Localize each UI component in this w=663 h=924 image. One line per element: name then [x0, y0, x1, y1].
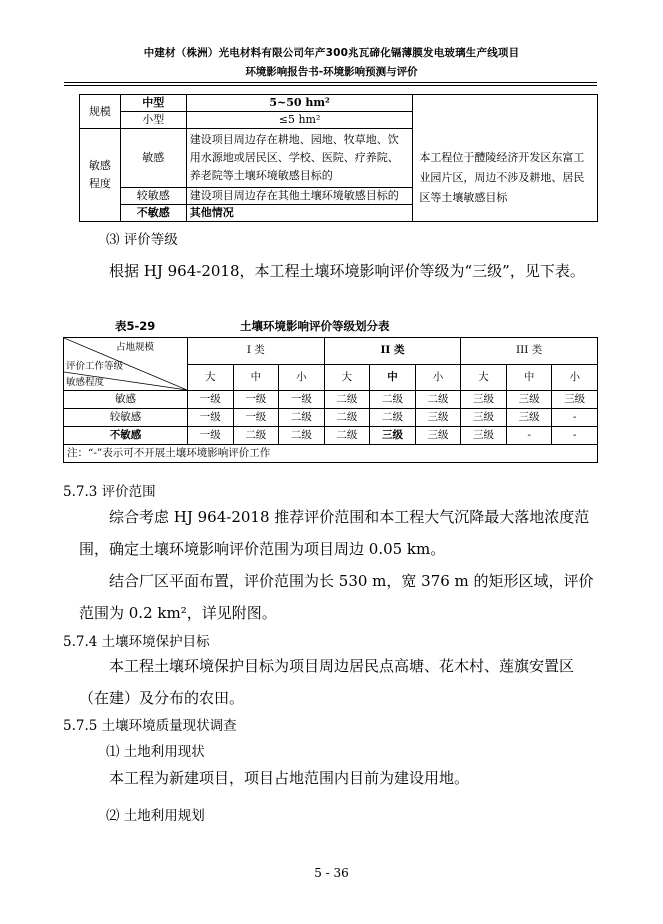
- project-note: 本工程位于醴陵经济开发区东富工业园片区，周边不涉及耕地、居民区等土壤敏感目标: [413, 95, 598, 222]
- grade-cell: 三级: [461, 391, 507, 409]
- para-range-basis: 综合考虑 HJ 964-2018 推荐评价范围和本工程大气沉降最大落地浓度范围，确定土壤环境影响评价范围为项目周边 0.05 km。: [79, 508, 590, 558]
- grade-cell: 一级: [233, 391, 279, 409]
- item3-title: ⑶ 评价等级: [106, 232, 178, 248]
- grade-cell: -: [506, 427, 552, 445]
- grade-cell: 二级: [279, 409, 325, 427]
- diagonal-header: [64, 338, 188, 391]
- grade-cell: 三级: [415, 409, 461, 427]
- sens-label: 敏感程度: [80, 129, 121, 222]
- para-grade: 根据 HJ 964-2018，本工程土壤环境影响评价等级为“三级”，见下表。: [109, 262, 585, 280]
- section-575: 5.7.5 土壤环境质量现状调查: [63, 718, 237, 734]
- diag-mid-label: 评价工作等级: [66, 361, 124, 372]
- sens-level: 不敏感: [120, 205, 186, 222]
- table-row: [64, 427, 598, 445]
- sens-desc: 其他情况: [186, 205, 413, 222]
- class-header: I 类: [188, 338, 325, 365]
- section-573: 5.7.3 评价范围: [63, 484, 156, 500]
- grade-cell: -: [552, 409, 598, 427]
- sens-desc: 建设项目周边存在耕地、园地、牧草地、饮用水源地或居民区、学校、医院、疗养院、养老院等土壤环境敏感目标的: [186, 129, 413, 188]
- grade-cell: 三级: [552, 391, 598, 409]
- row-label: 敏感: [64, 391, 188, 409]
- para-range-area: 结合厂区平面布置，评价范围为长 530 m，宽 376 m 的矩形区域，评价范围为 0.2 km²，详见附图。: [79, 572, 594, 622]
- grade-cell: 二级: [279, 427, 325, 445]
- grade-cell: 二级: [324, 409, 370, 427]
- header-rule: [64, 82, 597, 83]
- grade-cell: 二级: [370, 391, 416, 409]
- grade-cell: 一级: [188, 391, 234, 409]
- table-row: [64, 409, 598, 427]
- caption-number: 表5-29: [115, 319, 156, 333]
- grade-cell: 一级: [233, 409, 279, 427]
- table-row: [64, 391, 598, 409]
- size-header: 小: [552, 364, 598, 391]
- grade-cell: 二级: [324, 391, 370, 409]
- size-header: 小: [415, 364, 461, 391]
- grade-cell: 一级: [188, 409, 234, 427]
- grade-cell: 二级: [370, 409, 416, 427]
- sens-level: 较敏感: [120, 188, 186, 205]
- scale-label: 规模: [80, 95, 121, 129]
- header-title: 中建材（株洲）光电材料有限公司年产300兆瓦碲化镉薄膜发电玻璃生产线项目: [143, 47, 520, 59]
- size-header: 大: [461, 364, 507, 391]
- grade-cell: 三级: [461, 427, 507, 445]
- size-header: 大: [324, 364, 370, 391]
- size-header: 中: [506, 364, 552, 391]
- para-land-use: 本工程为新建项目，项目占地范围内目前为建设用地。: [109, 769, 470, 787]
- section-574: 5.7.4 土壤环境保护目标: [63, 634, 210, 650]
- grade-cell: 三级: [461, 409, 507, 427]
- size-header: 中: [233, 364, 279, 391]
- subsection-land-use: ⑴ 土地利用现状: [106, 744, 205, 760]
- grade-cell: 二级: [415, 391, 461, 409]
- grade-cell: 一级: [279, 391, 325, 409]
- diag-bottom-label: 敏感程度: [66, 377, 105, 388]
- grade-cell: 三级: [506, 391, 552, 409]
- subsection-land-plan: ⑵ 土地利用规划: [106, 808, 205, 824]
- size-header: 小: [279, 364, 325, 391]
- grade-table: [63, 337, 598, 463]
- grade-cell: 二级: [324, 427, 370, 445]
- criteria-table: [79, 94, 598, 222]
- sens-desc: 建设项目周边存在其他土壤环境敏感目标的: [186, 188, 413, 205]
- grade-cell: -: [552, 427, 598, 445]
- size-header: 中: [370, 364, 416, 391]
- grade-cell: 三级: [415, 427, 461, 445]
- para-protect-targets: 本工程土壤环境保护目标为项目周边居民点高塘、花木村、莲旗安置区（在建）及分布的农田。: [79, 657, 575, 707]
- caption-title: 土壤环境影响评价等级划分表: [240, 319, 390, 333]
- small-value: ≤5 hm²: [186, 112, 413, 129]
- class-header: II 类: [324, 338, 461, 365]
- table-note: 注：“-”表示可不开展土壤环境影响评价工作: [64, 445, 598, 463]
- grade-cell: 一级: [188, 427, 234, 445]
- mid-value: 5~50 hm²: [186, 95, 413, 112]
- grade-cell: 三级: [370, 427, 416, 445]
- page-number: 5 - 36: [314, 866, 349, 880]
- diag-top-label: 占地规模: [116, 342, 155, 353]
- grade-cell: 二级: [233, 427, 279, 445]
- row-label: 较敏感: [64, 409, 188, 427]
- class-header: III 类: [461, 338, 598, 365]
- small-label: 小型: [120, 112, 186, 129]
- sens-level: 敏感: [120, 129, 186, 188]
- header-subtitle: 环境影响报告书-环境影响预测与评价: [245, 66, 418, 78]
- size-header: 大: [188, 364, 234, 391]
- header-rule-thin: [64, 85, 597, 86]
- grade-cell: 三级: [506, 409, 552, 427]
- mid-label: 中型: [120, 95, 186, 112]
- row-label: 不敏感: [64, 427, 188, 445]
